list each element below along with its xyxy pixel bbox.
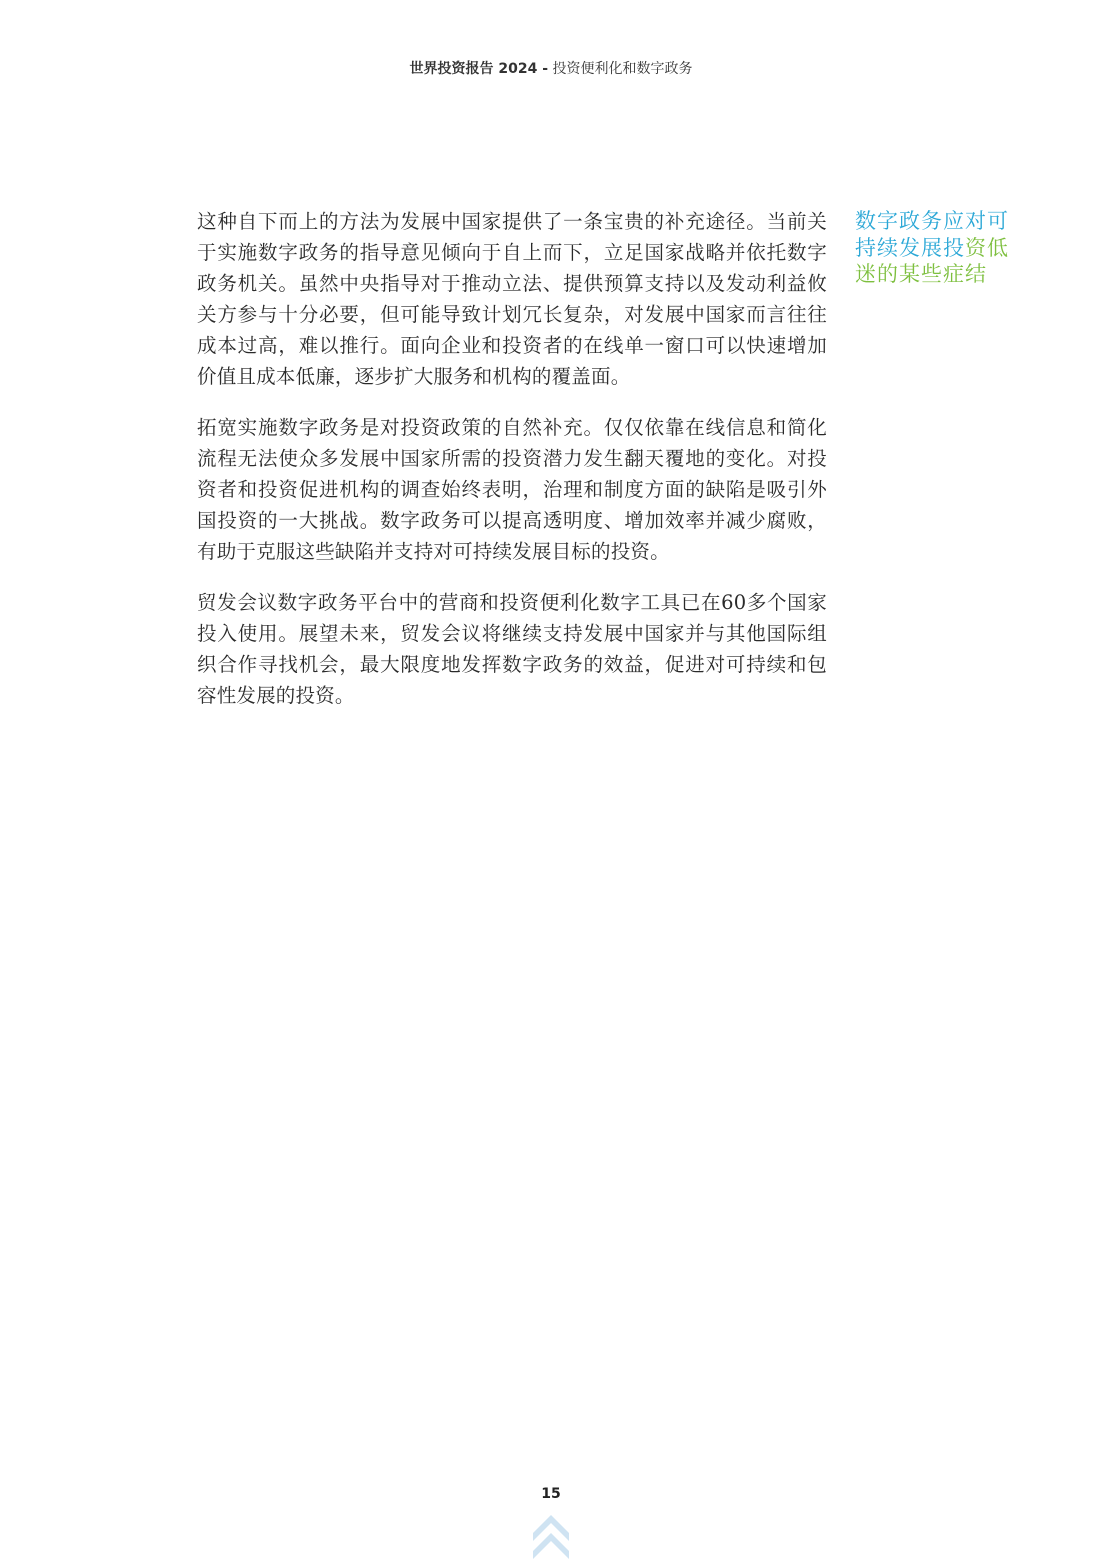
running-header-title: 世界投资报告 2024 -: [409, 61, 549, 77]
chevron-up-icon: [531, 1513, 571, 1559]
running-header: [0, 59, 1102, 79]
sidebar-heading-green: 资低迷的某些症结: [855, 235, 1009, 286]
page-number: 15: [541, 1486, 561, 1502]
running-header-subtitle: 投资便利化和数字政务: [548, 61, 693, 77]
sidebar-heading: [855, 208, 1015, 288]
paragraph-2: 拓宽实施数字政务是对投资政策的自然补充。仅仅依靠在线信息和简化流程无法使众多发展中国家所需的投资潜力发生翻天覆地的变化。对投资者和投资促进机构的调查始终表明，治理和制度方面的缺陷是吸引外国投资的一大挑战。数字政务可以提高透明度、增加效率并减少腐败，有助于克服这些缺陷并支持对可持续发展目标的投资。: [197, 416, 827, 563]
sidebar-heading-blue: 数字政务应对可持续发展投: [855, 209, 1009, 260]
paragraph-1: 这种自下而上的方法为发展中国家提供了一条宝贵的补充途径。当前关于实施数字政务的指导意见倾向于自上而下，立足国家战略并依托数字政务机关。虽然中央指导对于推动立法、提供预算支持以及发动利益攸关方参与十分必要，但可能导致计划冗长复杂，对发展中国家而言往往成本过高，难以推行。面向企业和投资者的在线单一窗口可以快速增加价值且成本低廉，逐步扩大服务和机构的覆盖面。: [197, 210, 827, 388]
paragraph-3: 贸发会议数字政务平台中的营商和投资便利化数字工具已在60多个国家投入使用。展望未来，贸发会议将继续支持发展中国家并与其他国际组织合作寻找机会，最大限度地发挥数字政务的效益，促进对可持续和包容性发展的投资。: [197, 591, 827, 707]
body-text: [197, 206, 827, 731]
